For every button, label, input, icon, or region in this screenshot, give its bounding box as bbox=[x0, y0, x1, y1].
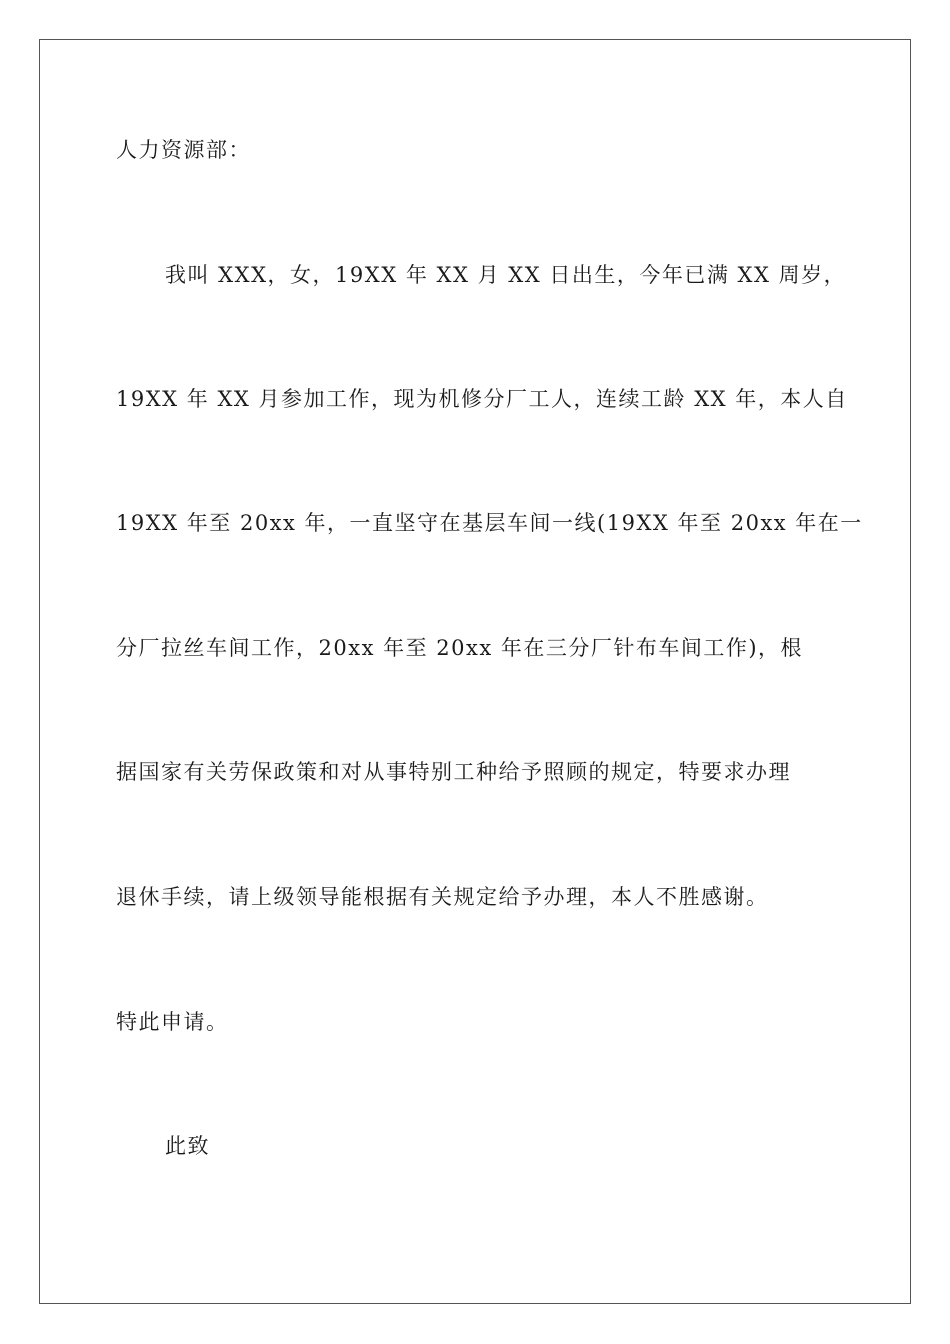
body-line-5: 据国家有关劳保政策和对从事特别工种给予照顾的规定，特要求办理 bbox=[116, 760, 791, 784]
closing-phrase: 此致 bbox=[165, 1134, 210, 1158]
salutation: 人力资源部： bbox=[116, 138, 251, 162]
body-line-1: 我叫 XXX，女，19XX 年 XX 月 XX 日出生，今年已满 XX 周岁， bbox=[165, 263, 847, 287]
body-line-3: 19XX 年至 20xx 年，一直坚守在基层车间一线(19XX 年至 20xx 年在一 bbox=[116, 511, 863, 535]
body-line-4: 分厂拉丝车间工作，20xx 年至 20xx 年在三分厂针布车间工作)，根 bbox=[116, 636, 804, 660]
body-line-2: 19XX 年 XX 月参加工作，现为机修分厂工人，连续工龄 XX 年，本人自 bbox=[116, 387, 848, 411]
body-line-6: 退休手续，请上级领导能根据有关规定给予办理，本人不胜感谢。 bbox=[116, 885, 769, 909]
page-frame bbox=[39, 39, 911, 1304]
closing-statement: 特此申请。 bbox=[116, 1010, 229, 1034]
